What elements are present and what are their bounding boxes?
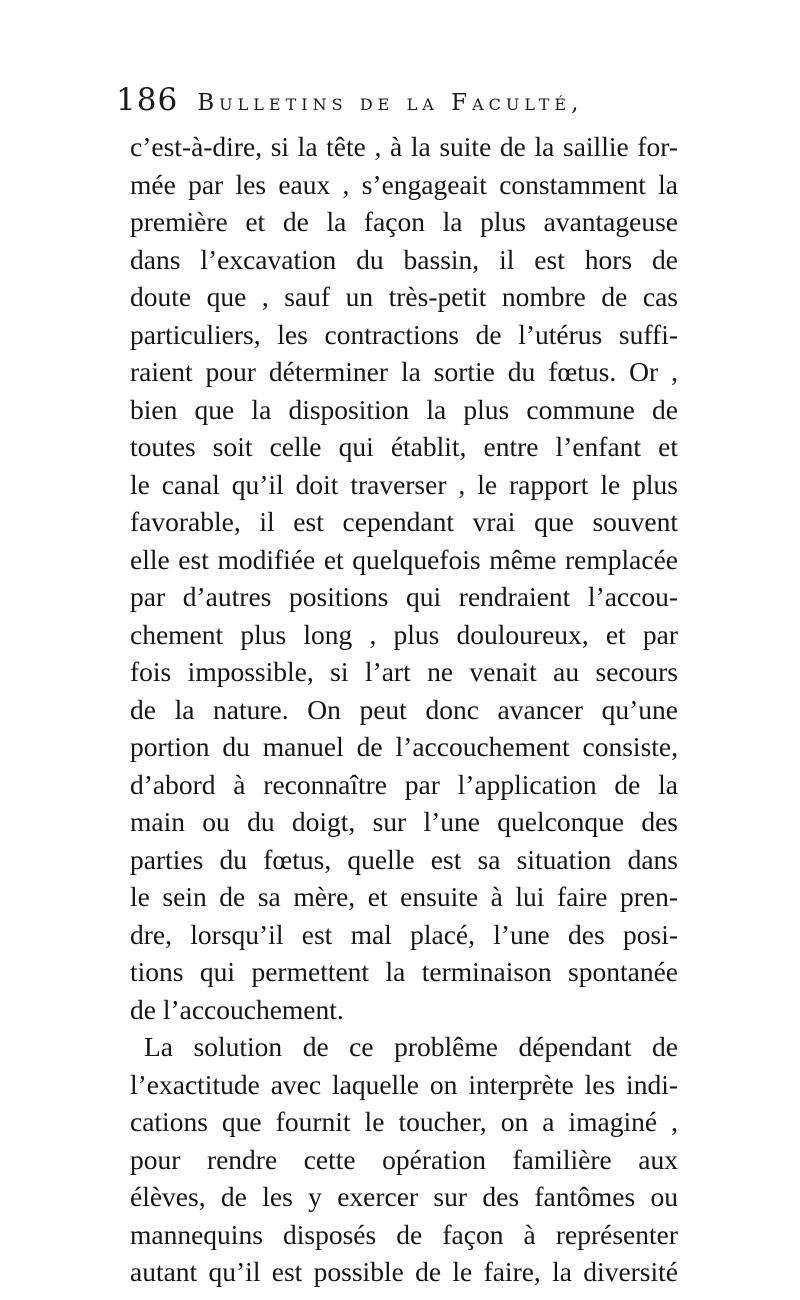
text-line: tions qui permettent la terminaison spontanée [130,956,678,987]
text-line: La solution de ce problême dépendant de [144,1031,678,1062]
text-line: toutes soit celle qui établit, entre l’enfant et [130,431,678,462]
text-line: dre, lorsqu’il est mal placé, l’une des posi- [130,918,678,950]
text-line: mée par les eaux , s’engageait constamment la [130,168,678,200]
text-line: élèves, de les y exercer sur des fantômes ou [130,1181,678,1212]
paragraph [130,1028,678,1291]
text-line: première et de la façon la plus avantageuse [130,206,678,237]
text-line: de la nature. On peut donc avancer qu’une [130,693,678,725]
text-line: portion du manuel de l’accouchement consiste, [130,731,678,762]
text-line: par d’autres positions qui rendraient l’accou- [130,581,678,612]
text-line: fois impossible, si l’art ne venait au secours [130,656,678,687]
paragraph [130,128,678,1028]
running-title: Bulletins de la Faculté, [197,90,584,116]
text-line: bien que la disposition la plus commune de [130,393,678,425]
text-line: le sein de sa mère, et ensuite à lui faire pren- [130,881,678,912]
text-line: mannequins disposés de façon à représenter [130,1218,678,1250]
text-line: main ou du doigt, sur l’une quelconque des [130,806,678,837]
text-line: le canal qu’il doit traverser , le rapport le plus [130,468,678,500]
running-head [116,82,676,128]
text-line: dans l’excavation du bassin, il est hors de [130,243,678,275]
page-number: 186 [116,82,179,118]
text-line: autant qu’il est possible de le faire, la diversité [130,1256,678,1287]
text-line: chement plus long , plus douloureux, et par [130,618,678,650]
text-line: pour rendre cette opération familière aux [130,1143,678,1175]
text-line: cations que fournit le toucher, on a imaginé , [130,1106,678,1137]
text-line: parties du fœtus, quelle est sa situation dans [130,843,678,875]
text-line: raient pour déterminer la sortie du fœtus. Or , [130,356,678,387]
text-line: favorable, il est cependant vrai que souvent [130,506,678,537]
text-line: d’abord à reconnaître par l’application de la [130,768,678,800]
text-line: particuliers, les contractions de l’utérus suffi- [130,318,678,350]
body-text [130,128,678,1291]
text-line: de l’accouchement. [130,993,344,1025]
text-line: l’exactitude avec laquelle on interprète les indi- [130,1068,678,1100]
text-line: c’est-à-dire, si la tête , à la suite de la saillie for- [130,131,678,162]
text-line: elle est modifiée et quelquefois même remplacée [130,543,678,575]
text-line: doute que , sauf un très-petit nombre de cas [130,281,678,312]
